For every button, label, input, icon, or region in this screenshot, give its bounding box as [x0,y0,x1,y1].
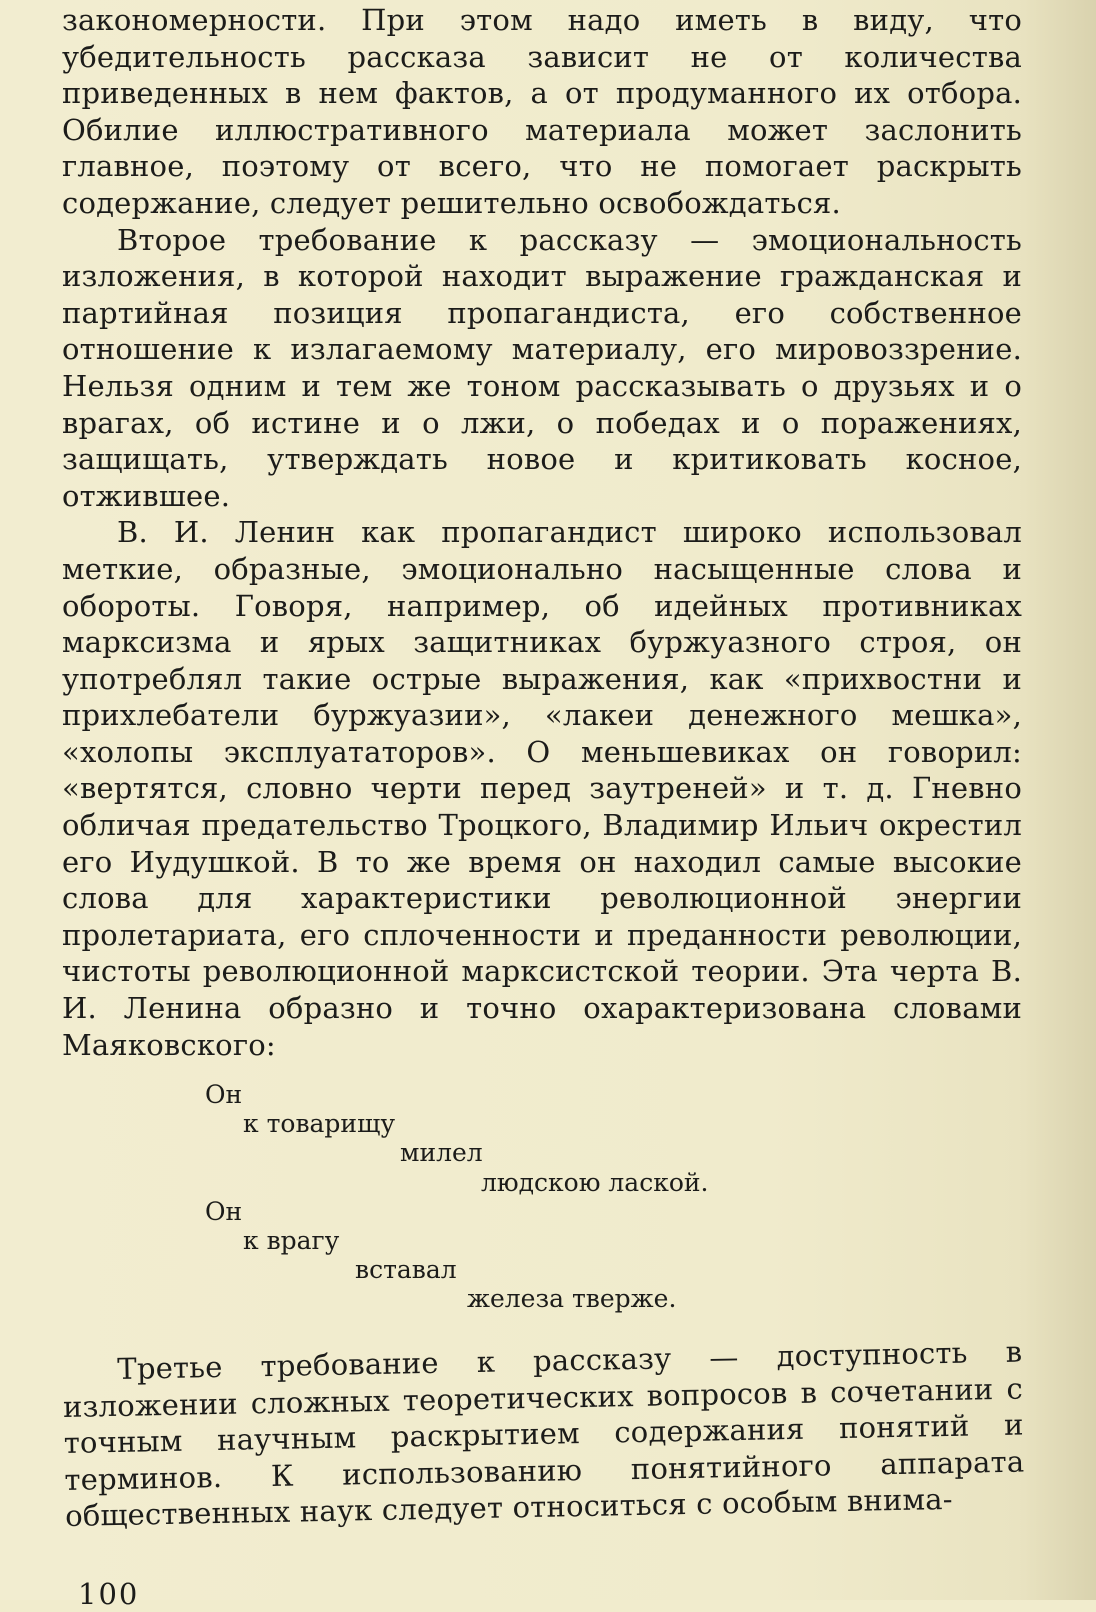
mayakovsky-quote [205,1080,709,1314]
paragraph-second-requirement: Второе требование к рассказу — эмоциональность изложения, в которой находит выражение гражданская и партийная позиция пропагандиста, его собственное отношение к излагаемому материалу, его мировоззрение. Нельзя одним и тем же тоном рассказывать о друзьях и о врагах, об истине и о лжи, о победах и о поражениях, защищать, утверждать новое и критиковать косное, отжившее. [62,222,1022,513]
paragraph-third-requirement: Третье требование к рассказу — доступность в изложении сложных теоретических вопросов в сочетании с точным научным раскрытием содержания понятий и терминов. К использованию понятийного аппарата общественных наук следует относиться с особым внима- [62,1334,1025,1534]
page-number: 100 [78,1577,140,1611]
poem-line: людскою лаской. [481,1167,709,1197]
poem-line: Он [205,1196,243,1226]
poem-line: Он [205,1080,243,1109]
poem-line: вставал [355,1255,457,1285]
third-requirement-text [62,1334,1025,1535]
paragraph-continuation: закономерности. При этом надо иметь в виду, что убедительность рассказа зависит не от количества приведенных в нем фактов, а от продуманного их отбора. Обилие иллюстративного материала может заслонить главное, поэтому от всего, что не помогает раскрыть содержание, следует решительно освобождаться. [62,3,1022,220]
poem-line: милел [400,1138,483,1168]
poem-line: к товарищу [243,1109,396,1139]
main-text [62,2,1022,1063]
poem-line: к врагу [243,1225,340,1255]
paragraph-lenin: В. И. Ленин как пропагандист широко использовал меткие, образные, эмоционально насыщенные слова и обороты. Говоря, например, об идейных противниках марксизма и ярых защитниках буржуазного строя, он употреблял такие острые выражения, как «прихвостни и прихлебатели буржуазии», «лакеи денежного мешка», «холопы эксплуататоров». О меньшевиках он говорил: «вертятся, словно черти перед заутреней» и т. д. Гневно обличая предательство Троцкого, Владимир Ильич окрестил его Иудушкой. В то же время он находил самые высокие слова для характеристики революционной энергии пролетариата, его сплоченности и преданности революции, чистоты революционной марксистской теории. Эта черта В. И. Ленина образно и точно охарактеризована словами Маяковского: [62,515,1022,1062]
poem-line: железа тверже. [467,1284,677,1314]
